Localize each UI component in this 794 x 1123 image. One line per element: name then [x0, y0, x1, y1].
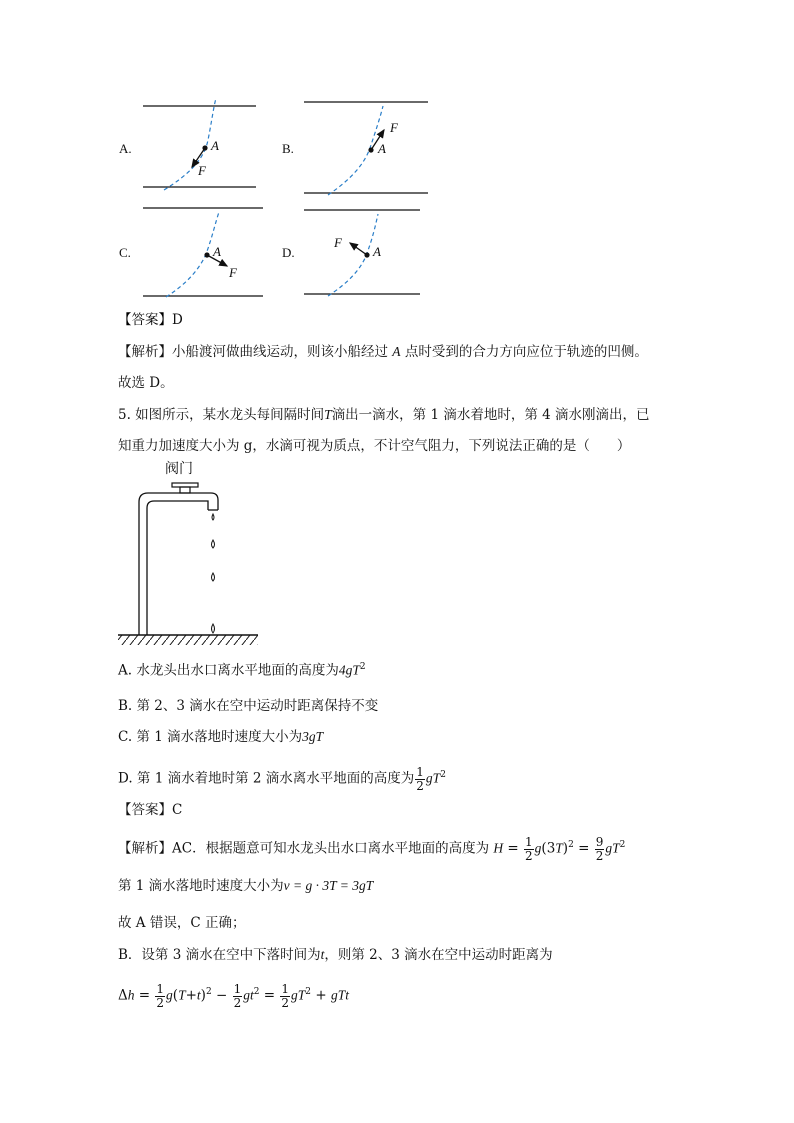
option-a: A. 水龙头出水口离水平地面的高度为$4gT^2$ — [118, 662, 366, 679]
force-a-label: F — [198, 163, 206, 178]
answer-tag: 【答案】 — [118, 802, 172, 818]
option-math: gT — [425, 770, 441, 786]
choice-d-label: D. — [282, 245, 295, 260]
point-b-label: A — [378, 141, 386, 156]
question-text: 5. 如图所示，某水龙头每间隔时间 — [118, 407, 325, 423]
analysis-2-ac: 【解析】AC．根据题意可知水龙头出水口离水平地面的高度为 H = $\frac{1}{2}$ $g(3T)^2$ = $\frac{9}{2}$ $gT^2$ — [118, 834, 626, 863]
question-text: 滴出一滴水，第 1 滴水着地时，第 4 滴水刚滴出，已 — [331, 407, 650, 423]
figure-c — [143, 208, 263, 297]
analysis-text: 小船渡河做曲线运动，则该小船经过 — [172, 344, 388, 360]
question-5-line1 — [118, 405, 650, 425]
option-text: A. 水龙头出水口离水平地面的高度为 — [118, 662, 339, 679]
point-d-label: A — [373, 244, 381, 259]
analysis-var: A — [392, 344, 401, 359]
analysis-var: t — [320, 947, 325, 962]
analysis-2-conclusion: 故 A 错误，C 正确； — [118, 915, 246, 931]
answer-value: D — [172, 312, 183, 328]
analysis-text: 第 1 滴水落地时速度大小为 — [118, 878, 284, 894]
option-math: 3gT — [302, 729, 324, 744]
choice-c-label: C. — [119, 245, 131, 260]
answer-1 — [118, 310, 183, 330]
faucet-figure — [110, 470, 270, 650]
analysis-text: AC．根据题意可知水龙头出水口离水平地面的高度为 — [172, 840, 490, 857]
analysis-tag: 【解析】 — [118, 344, 172, 360]
figure-b — [304, 102, 428, 195]
answer-2 — [118, 800, 182, 820]
option-math: 4gT — [338, 662, 360, 678]
choice-a-label: A. — [119, 141, 132, 156]
question-var: T — [324, 407, 332, 422]
answer-value: C — [172, 802, 183, 818]
analysis-1-line2: 故选 D。 — [118, 375, 174, 391]
option-d: D. 第 1 滴水着地时第 2 滴水离水平地面的高度为 $\frac{1}{2}$ $gT^2$ — [118, 764, 446, 793]
delta-h-formula: Δh = $\frac{1}{2}$ $g(T+t)^2$ − $\frac{1}{2}$ $gt^2$ = $\frac{1}{2}$ $gT^2$ + gTt — [118, 981, 349, 1010]
option-text: D. 第 1 滴水着地时第 2 滴水离水平地面的高度为 — [118, 770, 415, 787]
question-5-line2: 知重力加速度大小为 g，水滴可视为质点，不计空气阻力，下列说法正确的是（ ） — [118, 438, 631, 454]
choice-b-label: B. — [282, 141, 294, 156]
figure-d — [304, 210, 420, 296]
option-text: C. 第 1 滴水落地时速度大小为 — [118, 729, 303, 745]
analysis-text: B．设第 3 滴水在空中下落时间为 — [118, 947, 321, 963]
option-b: B. 第 2、3 滴水在空中运动时距离保持不变 — [118, 698, 379, 714]
point-c-label: A — [213, 244, 221, 259]
force-c-label: F — [229, 265, 237, 280]
analysis-text: ，则第 2、3 滴水在空中运动时距离为 — [324, 947, 553, 963]
option-c — [118, 727, 323, 747]
analysis-2-b — [118, 945, 553, 965]
analysis-text: 点时受到的合力方向应位于轨迹的凹侧。 — [404, 344, 648, 360]
analysis-tag: 【解析】 — [118, 840, 172, 857]
point-a-label: A — [211, 138, 219, 153]
force-b-label: F — [390, 120, 398, 135]
force-d-label: F — [334, 235, 342, 250]
analysis-2-velocity — [118, 876, 373, 896]
faucet-valve-label: 阀门 — [165, 461, 193, 477]
velocity-formula: v = g · 3T = 3gT — [283, 878, 374, 893]
answer-tag: 【答案】 — [118, 312, 172, 328]
analysis-1-line1 — [118, 342, 648, 362]
